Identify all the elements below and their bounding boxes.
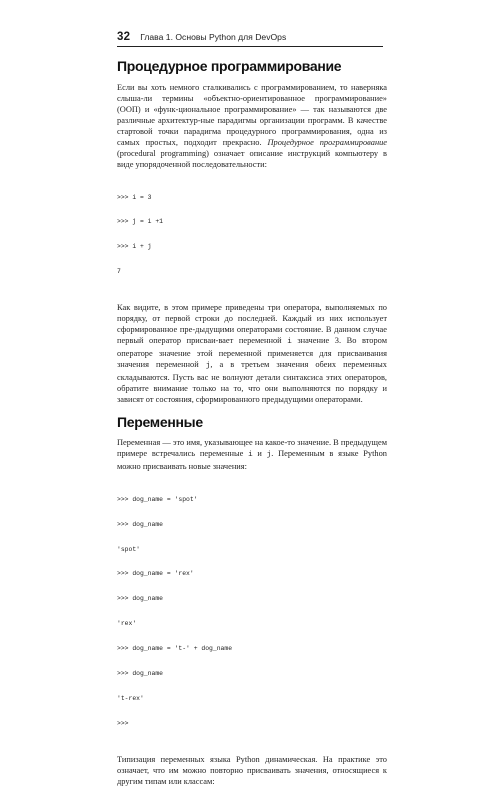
code-line: >>> i + j	[117, 243, 152, 251]
code-line: 't-rex'	[117, 694, 144, 702]
paragraph-text: Как видите, в этом примере приведены три оператора, выполняемых по порядку, от первой строки до последней. Каждый из них использует сформированное пре-дыдущими операторами состояние. В данном случае первый оператор присваи-вает переменной	[117, 303, 387, 346]
paragraph-text: Если вы хоть немного сталкивались с программированием, то наверняка слыша-ли термины «объектно-ориентированное программирование» (ООП) и «функ-циональное программирование» — так называются две различные архитектур-ные парадигмы организации программ. В качестве стартовой точки парадигма процедурного программирования, одна из самых простых, подходит прекрасно.	[117, 83, 387, 147]
paragraph-text: , а в третьем значения обеих переменных складываются. Пусть вас не волнуют детали синтаксиса этих операторов, обратите внимание только на то, что они выполняются по порядку и зависят от состояния, сформированного предыдущими операторами.	[117, 360, 387, 405]
emphasis-term: Процедурное программирование	[267, 138, 388, 147]
running-header	[117, 31, 383, 47]
inline-code: i	[287, 338, 292, 347]
code-line: 'spot'	[117, 545, 141, 553]
code-line: >>> dog_name = 'rex'	[117, 570, 194, 578]
code-line: >>> dog_name	[117, 520, 164, 528]
section-title-procedural: Процедурное программирование	[117, 58, 342, 74]
paragraph-text: . Переменным в языке Python можно присваивать новые значения:	[117, 449, 387, 472]
paragraph-text: и	[252, 449, 267, 459]
code-line: 'rex'	[117, 620, 137, 628]
paragraph-procedural-intro	[117, 82, 387, 170]
code-line: >>> dog_name = 't-' + dog_name	[117, 645, 233, 653]
code-block-variables	[117, 479, 387, 745]
paragraph-procedural-explanation	[117, 302, 387, 405]
paragraph-text: значение 3. Во втором операторе значение этой переменной применяется для присваивания значения переменной	[117, 336, 387, 370]
code-line: >>> dog_name = 'spot'	[117, 495, 198, 503]
inline-code: i	[248, 451, 253, 460]
inline-code: j	[205, 362, 211, 371]
page-number: 32	[117, 31, 131, 43]
chapter-title: Глава 1. Основы Python для DevOps	[140, 32, 287, 42]
code-line: >>> dog_name	[117, 595, 164, 603]
code-line: >>>	[117, 719, 129, 727]
page-content	[117, 58, 387, 787]
code-line: 7	[117, 268, 121, 276]
code-block-procedural	[117, 177, 387, 293]
section-title-variables: Переменные	[117, 414, 203, 431]
code-line: >>> dog_name	[117, 669, 164, 677]
code-line: >>> j = i +1	[117, 218, 164, 226]
paragraph-text: (procedural programming) означает описание инструкций компьютеру в виде упорядоченной последовательности:	[117, 149, 387, 169]
paragraph-variables-intro	[117, 437, 387, 472]
code-line: >>> i = 3	[117, 193, 152, 201]
paragraph-text: Переменная — это имя, указывающее на какое-то значение. В предыдущем примере встречались переменные	[117, 438, 387, 459]
paragraph-typing: Типизация переменных языка Python динамическая. На практике это означает, что им можно повторно присваивать значения, относящиеся к другим типам или классам:	[117, 754, 387, 786]
inline-code: j	[266, 451, 272, 460]
